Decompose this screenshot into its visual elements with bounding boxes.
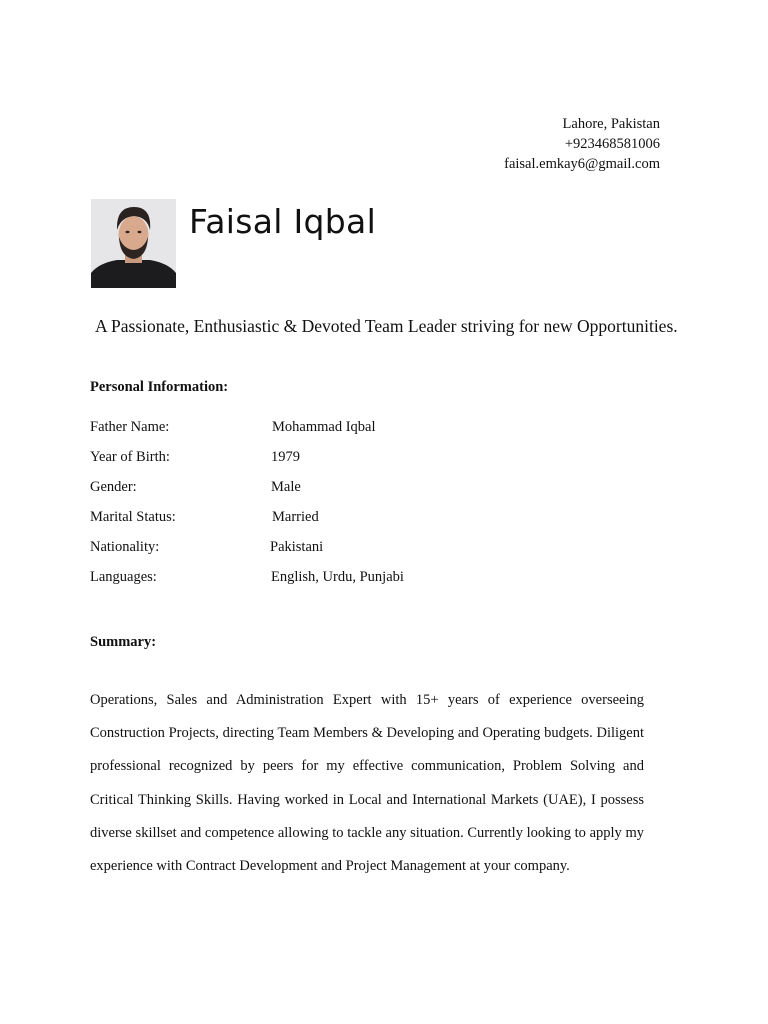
info-row-nationality <box>90 536 570 558</box>
info-value: Married <box>272 509 319 525</box>
info-row-gender <box>90 476 570 498</box>
tagline: A Passionate, Enthusiastic & Devoted Team Leader striving for new Opportunities. <box>95 316 678 336</box>
info-value: Male <box>271 479 301 495</box>
info-label: Languages: <box>90 569 157 585</box>
info-label: Nationality: <box>90 539 160 555</box>
info-value: 1979 <box>271 449 300 465</box>
info-row-languages <box>90 566 570 588</box>
info-label: Gender: <box>90 479 137 495</box>
contact-email: faisal.emkay6@gmail.com <box>504 156 660 172</box>
info-value: Pakistani <box>270 539 324 555</box>
info-label: Marital Status: <box>90 509 176 525</box>
summary-paragraph: Operations, Sales and Administration Expert with 15+ years of experience overseeing Construction Projects, directing Team Members & Developing and Operating budgets. Diligent professional recognized by peers for my effective communication, Problem Solving and Critical Thinking Skills. Having worked in Local and International Markets (UAE), I possess diverse skillset and competence allowing to tackle any situation. Currently looking to apply my experience with Contract Development and Project Management at your company. <box>90 692 644 875</box>
info-row-marital-status <box>90 506 570 528</box>
profile-photo <box>91 199 176 288</box>
contact-location: Lahore, Pakistan <box>562 116 660 132</box>
info-value: Mohammad Iqbal <box>272 419 376 435</box>
candidate-name: Faisal Iqbal <box>189 202 377 241</box>
contact-block <box>504 114 660 174</box>
summary-heading: Summary: <box>90 634 157 650</box>
info-label: Father Name: <box>90 419 170 435</box>
info-row-year-of-birth <box>90 446 570 468</box>
info-value: English, Urdu, Punjabi <box>271 569 404 585</box>
personal-info-heading: Personal Information: <box>90 379 229 395</box>
contact-phone: +923468581006 <box>564 136 660 152</box>
info-label: Year of Birth: <box>90 449 170 465</box>
info-row-father-name <box>90 416 570 438</box>
